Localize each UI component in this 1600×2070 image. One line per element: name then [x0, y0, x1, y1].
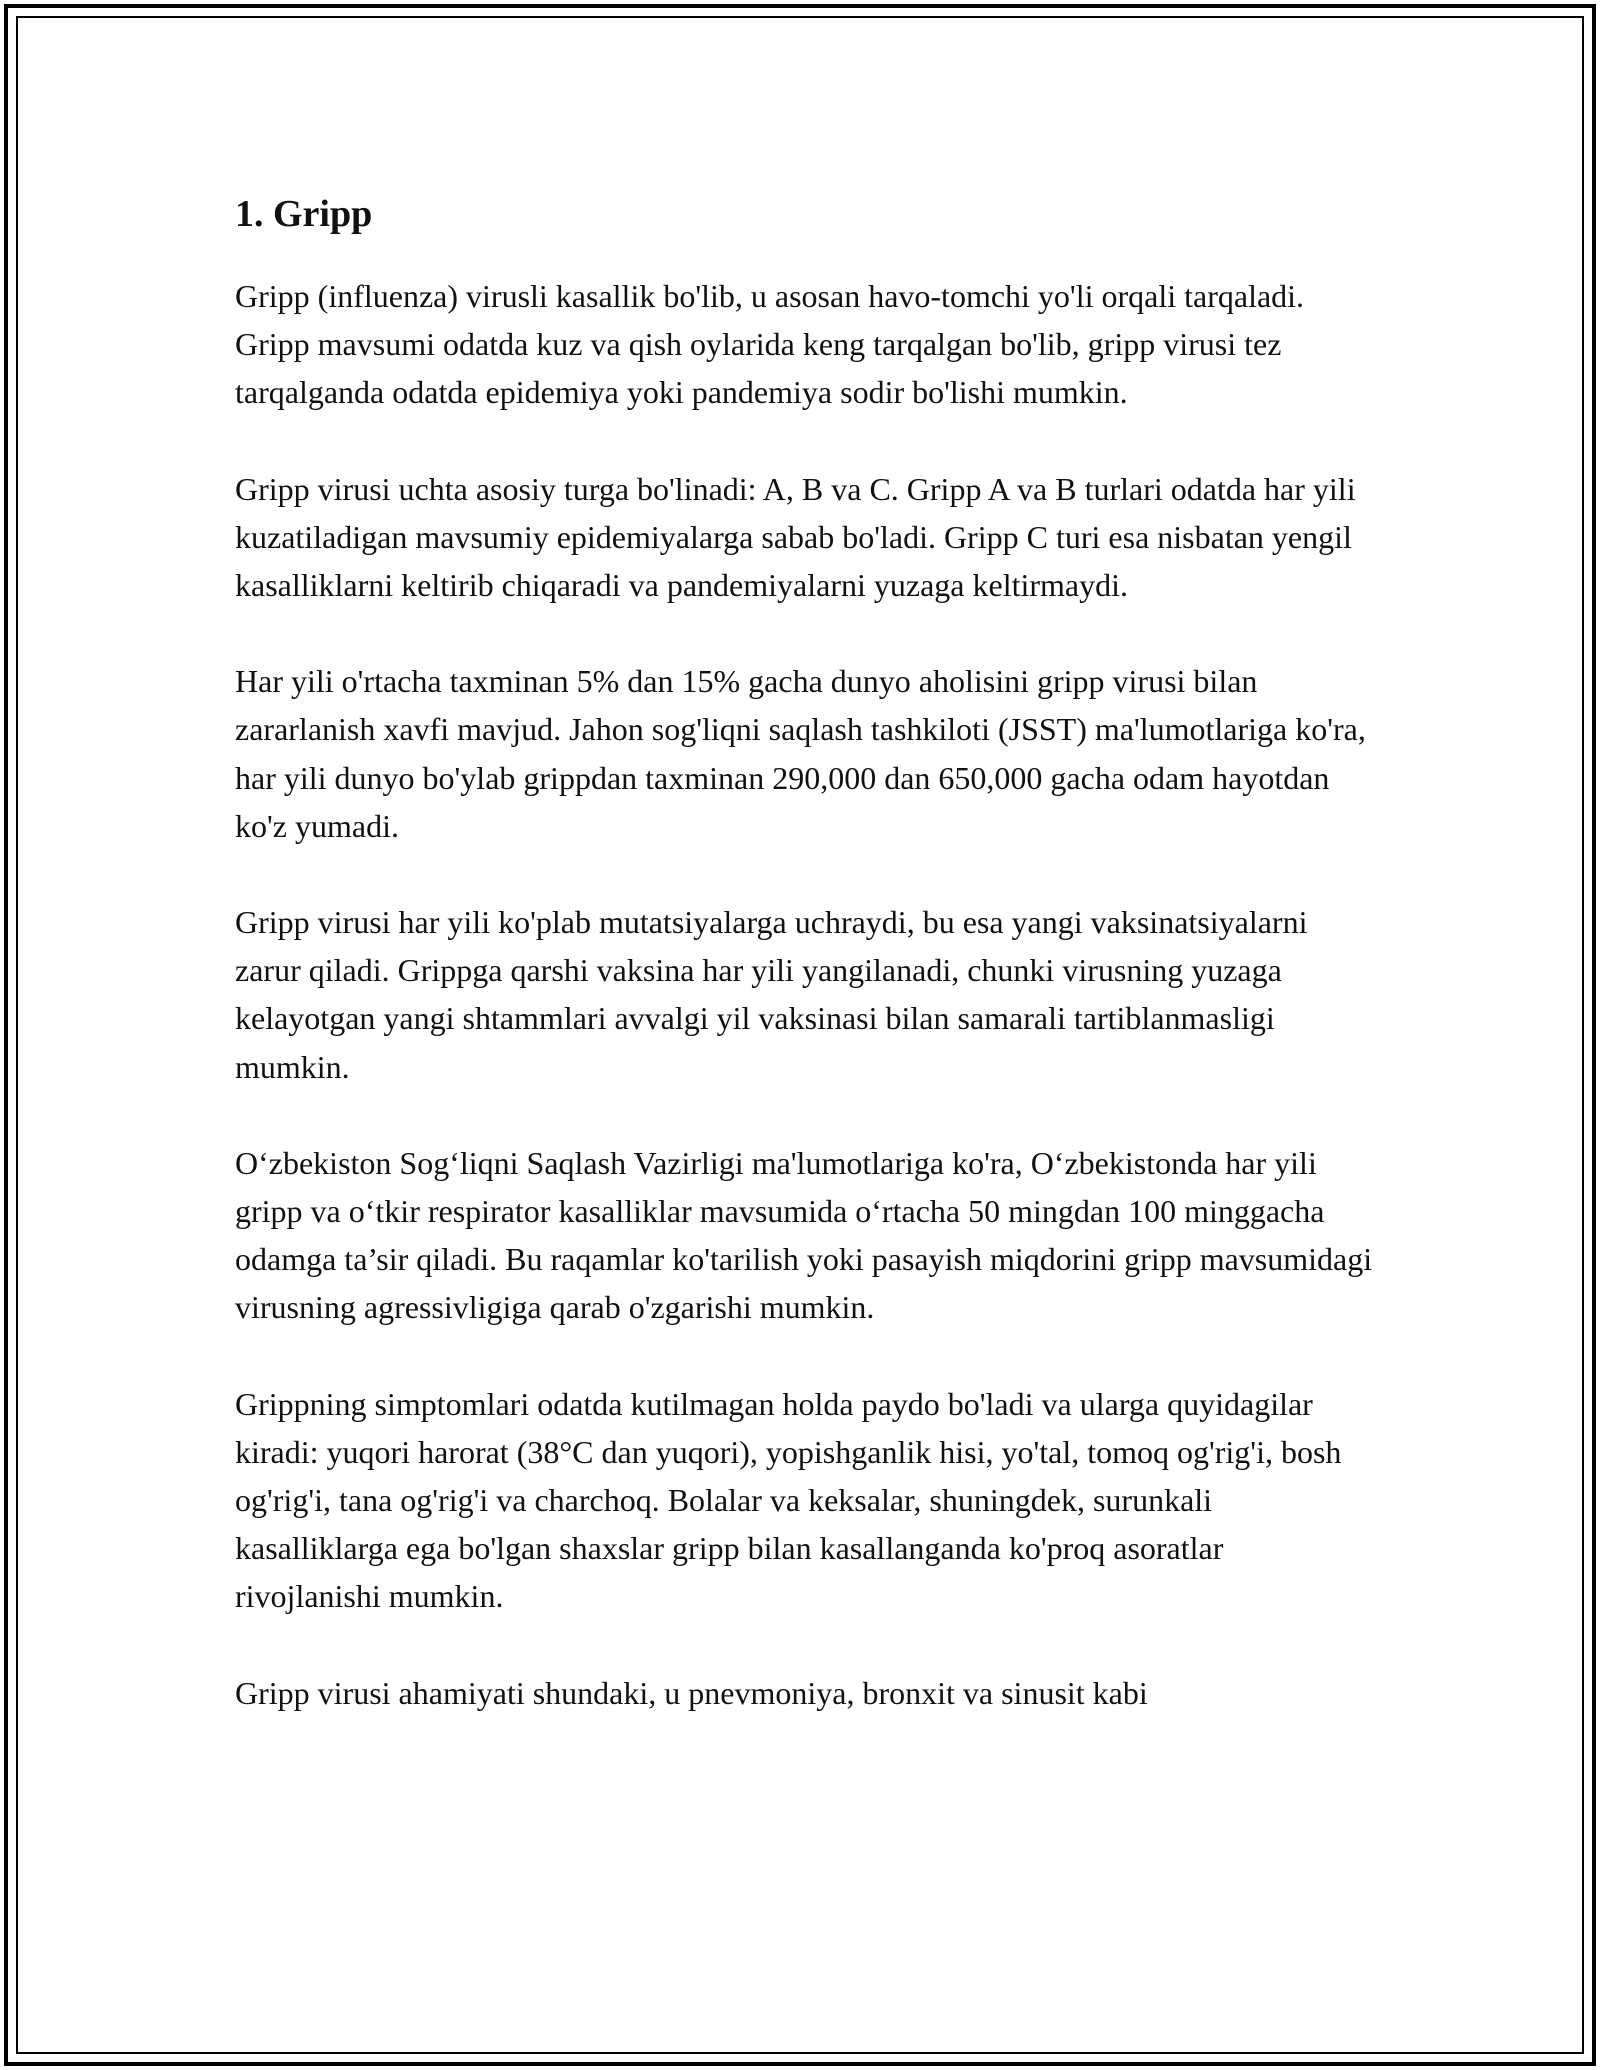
paragraph-complications: Gripp virusi ahamiyati shundaki, u pnevmoniya, bronxit va sinusit kabi	[235, 1674, 1148, 1711]
paragraph-statistics: Har yili o'rtacha taxminan 5% dan 15% gacha dunyo aholisini gripp virusi bilan zararlanish xavfi mavjud. Jahon sog'liqni saqlash tashkiloti (JSST) ma'lumotlariga ko'ra, har yili dunyo bo'ylab grippdan taxminan 290,000 dan 650,000 gacha odam hayotdan ko'z yumadi.	[235, 663, 1366, 844]
paragraph-uzbekistan: O‘zbekiston Sog‘liqni Saqlash Vazirligi ma'lumotlariga ko'ra, O‘zbekistonda har yili gripp va o‘tkir respirator kasalliklar mavsumida o‘rtacha 50 mingdan 100 minggacha odamga ta’sir qiladi. Bu raqamlar ko'tarilish yoki pasayish miqdorini gripp mavsumidagi virusning agressivligiga qarab o'zgarishi mumkin.	[235, 1144, 1373, 1326]
paragraph-intro: Gripp (influenza) virusli kasallik bo'lib, u asosan havo-tomchi yo'li orqali tarqaladi. Gripp mavsumi odatda kuz va qish oylarida keng tarqalgan bo'lib, gripp virusi tez tarqalganda odatda epidemiya yoki pandemiya sodir bo'lishi mumkin.	[235, 278, 1305, 411]
paragraph-symptoms: Grippning simptomlari odatda kutilmagan holda paydo bo'ladi va ularga quyidagilar kiradi: yuqori harorat (38°C dan yuqori), yopishganlik hisi, yo'tal, tomoq og'rig'i, bosh og'rig'i, tana og'rig'i va charchoq. Bolalar va keksalar, shuningdek, surunkali kasalliklarga ega bo'lgan shaxslar gripp bilan kasallanganda ko'proq asoratlar rivojlanishi mumkin.	[235, 1385, 1342, 1615]
paragraph-mutations: Gripp virusi har yili ko'plab mutatsiyalarga uchraydi, bu esa yangi vaksinatsiyalarni zarur qiladi. Grippga qarshi vaksina har yili yangilanadi, chunki virusning yuzaga kelayotgan yangi shtammlari avvalgi yil vaksinasi bilan samarali tartiblanmasligi mumkin.	[235, 904, 1308, 1085]
section-heading: 1. Gripp	[235, 193, 373, 235]
document-body	[235, 190, 1375, 1717]
paragraph-virus-types: Gripp virusi uchta asosiy turga bo'linadi: A, B va C. Gripp A va B turlari odatda har yili kuzatiladigan mavsumiy epidemiyalarga sabab bo'ladi. Gripp C turi esa nisbatan yengil kasalliklarni keltirib chiqaradi va pandemiyalarni yuzaga keltirmaydi.	[235, 470, 1356, 604]
